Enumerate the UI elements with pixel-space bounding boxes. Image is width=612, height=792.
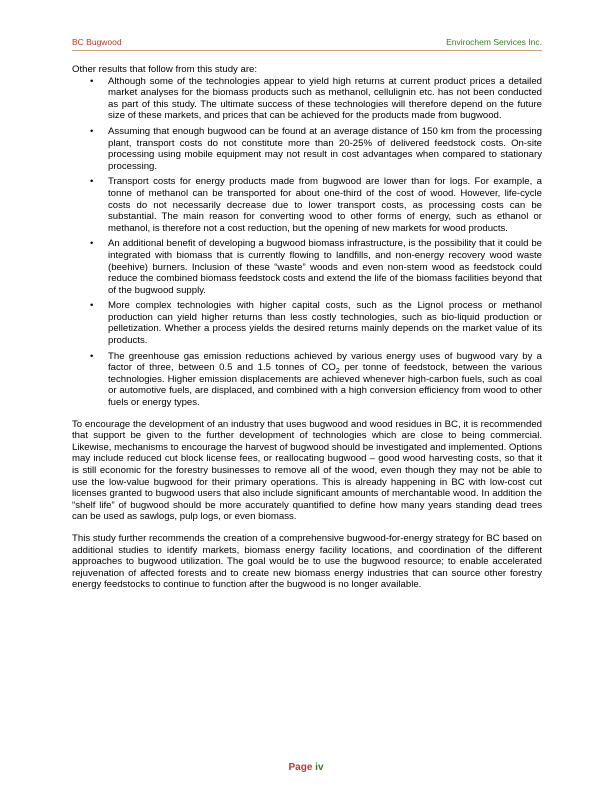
page-body: [72, 64, 542, 591]
list-item: • More complex technologies with higher capital costs, such as the Lignol process or methanol production can yield higher returns than less costly technologies, such as bio-liquid production or pelletization. Whether a process yields the desired returns mainly depends on the market value of its products.: [90, 300, 542, 347]
bullet-icon: •: [90, 75, 94, 87]
intro-text: Other results that follow from this study are:: [72, 64, 258, 75]
bullet-icon: •: [90, 125, 94, 137]
bullet-icon: •: [90, 300, 94, 312]
strategy-paragraph: This study further recommends the creation of a comprehensive bugwood-for-energy strategy for BC based on additional studies to identify markets, biomass energy facility locations, and coordination of the different approaches to bugwood utilization. The goal would be to use the bugwood resource; to enable accelerated rejuvenation of affected forests and to create new biomass energy industries that can source other forestry energy feedstocks to continue to function after the bugwood is no longer available.: [72, 532, 542, 591]
page-header: [72, 36, 542, 51]
list-item: • The greenhouse gas emission reductions achieved by various energy uses of bugwood vary by a factor of three, between 0.5 and 1.5 tonnes of $CO_2$ per tonne of feedstock, between the various technologies. Higher emission displacements are achieved whenever high-carbon fuels, such as coal or automotive fuels, are displaced, and combined with a high conversion efficiency from wood to other fuels or energy types.: [90, 350, 542, 409]
list-item: • An additional benefit of developing a bugwood biomass infrastructure, is the possibility that it could be integrated with biomass that is currently flowing to landfills, and non-energy recovery wood waste (beehive) burners. Inclusion of these “waste” woods and even non-stem wood as feedstock could reduce the combined biomass feedstock costs and extend the life of the biomass facilities beyond that of the bugwood supply.: [90, 238, 542, 296]
results-list: [72, 76, 542, 409]
header-company-name: Envirochem Services Inc.: [446, 37, 542, 47]
list-item: • Transport costs for energy products made from bugwood are lower than for logs. For example, a tonne of methanol can be transported for about one-third of the cost of wood. However, life-cycle costs do not necessarily decrease due to lower transport costs, as processing costs can be substantial. The main reason for converting wood to other forms of energy, such as ethanol or methanol, is therefore not a cost reduction, but the opening of new markets for wood products.: [90, 176, 542, 234]
page-number: iv: [315, 762, 324, 773]
bullet-icon: •: [90, 176, 94, 188]
header-document-title: BC Bugwood: [72, 37, 122, 47]
recommendation-paragraph: To encourage the development of an industry that uses bugwood and wood residues in BC, it is recommended that support be given to the further development of technologies which are close to being commercial. Likewise, mechanisms to encourage the harvest of bugwood should be investigated and implemented. Options may include reduced cut block license fees, or reallocating bugwood – good wood harvesting costs, so that it is still economic for the forestry businesses to remove all of the wood, even though they may not be able to use the low-value bugwood for their primary operations. This is already happening in BC with low-cost cut licenses granted to bugwood users that also include significant amounts of merchantable wood. In addition the “shelf life” of bugwood should be more accurately quantified to define how many years standing dead trees can be used as sawlogs, pulp logs, or even biomass.: [72, 418, 542, 523]
bullet-icon: •: [90, 238, 94, 250]
page-footer: [0, 762, 612, 773]
page-label: Page: [288, 762, 313, 773]
list-item: • Assuming that enough bugwood can be found at an average distance of 150 km from the processing plant, transport costs do not constitute more than 20-25% of delivered feedstock costs. On-site processing using mobile equipment may not result in cost advantages when compared to stationary processing.: [90, 125, 542, 172]
list-item: • Although some of the technologies appear to yield high returns at current product prices a detailed market analyses for the biomass products such as methanol, cellulignin etc. has not been conducted as part of this study. The ultimate success of these technologies will therefore depend on the future size of these markets, and prices that can be achieved for the products made from bugwood.: [90, 75, 542, 122]
bullet-icon: •: [90, 350, 94, 362]
